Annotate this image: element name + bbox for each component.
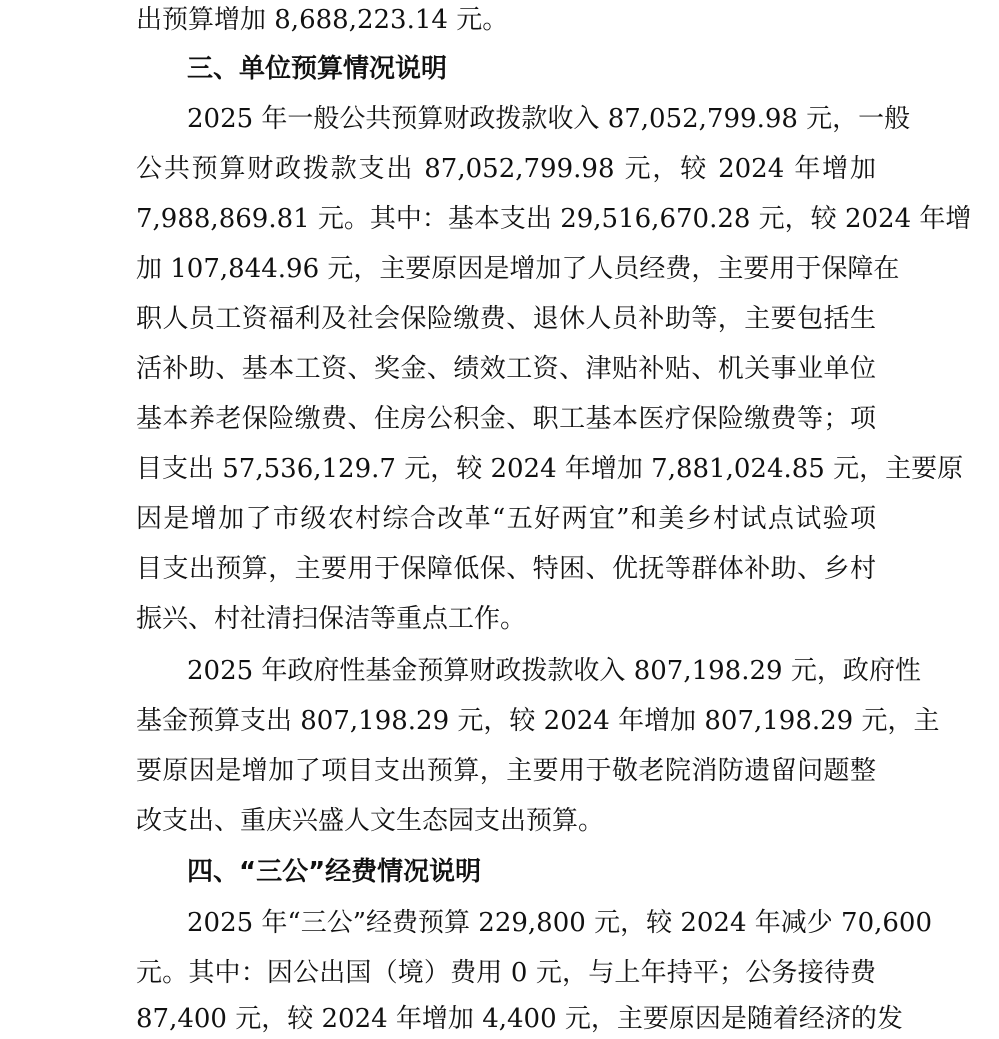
paragraph-line: 因是增加了市级农村综合改革“五好两宜”和美乡村试点试验项: [136, 504, 876, 534]
paragraph-line: 2025 年政府性基金预算财政拨款收入 807,198.29 元，政府性: [187, 656, 921, 686]
paragraph-line: 公共预算财政拨款支出 87,052,799.98 元，较 2024 年增加: [136, 154, 876, 184]
paragraph-line: 要原因是增加了项目支出预算，主要用于敬老院消防遗留问题整: [136, 756, 876, 786]
paragraph-line: 目支出预算，主要用于保障低保、特困、优抚等群体补助、乡村: [136, 554, 876, 584]
paragraph-line: 加 107,844.96 元，主要原因是增加了人员经费，主要用于保障在: [136, 254, 900, 284]
section-heading-unit-budget: 三、单位预算情况说明: [187, 54, 448, 84]
paragraph-line: 目支出 57,536,129.7 元，较 2024 年增加 7,881,024.85 元，主要原: [136, 454, 964, 484]
paragraph-line: 改支出、重庆兴盛人文生态园支出预算。: [136, 806, 605, 836]
paragraph-line: 出预算增加 8,688,223.14 元。: [136, 5, 509, 35]
paragraph-line: 活补助、基本工资、奖金、绩效工资、津贴补贴、机关事业单位: [136, 354, 876, 384]
paragraph-line: 87,400 元，较 2024 年增加 4,400 元，主要原因是随着经济的发: [136, 1004, 903, 1034]
paragraph-line: 2025 年“三公”经费预算 229,800 元，较 2024 年减少 70,600: [187, 908, 932, 938]
paragraph-line: 职人员工资福利及社会保险缴费、退休人员补助等，主要包括生: [136, 304, 876, 334]
paragraph-line: 2025 年一般公共预算财政拨款收入 87,052,799.98 元，一般: [187, 104, 911, 134]
paragraph-line: 7,988,869.81 元。其中：基本支出 29,516,670.28 元，较 2024 年增: [136, 204, 972, 234]
paragraph-line: 元。其中：因公出国（境）费用 0 元，与上年持平；公务接待费: [136, 958, 876, 988]
paragraph-line: 基本养老保险缴费、住房公积金、职工基本医疗保险缴费等；项: [136, 404, 876, 434]
paragraph-line: 基金预算支出 807,198.29 元，较 2024 年增加 807,198.29 元，主: [136, 706, 940, 736]
paragraph-line: 振兴、村社清扫保洁等重点工作。: [136, 604, 527, 634]
section-heading-three-public-expenses: 四、“三公”经费情况说明: [187, 857, 482, 887]
